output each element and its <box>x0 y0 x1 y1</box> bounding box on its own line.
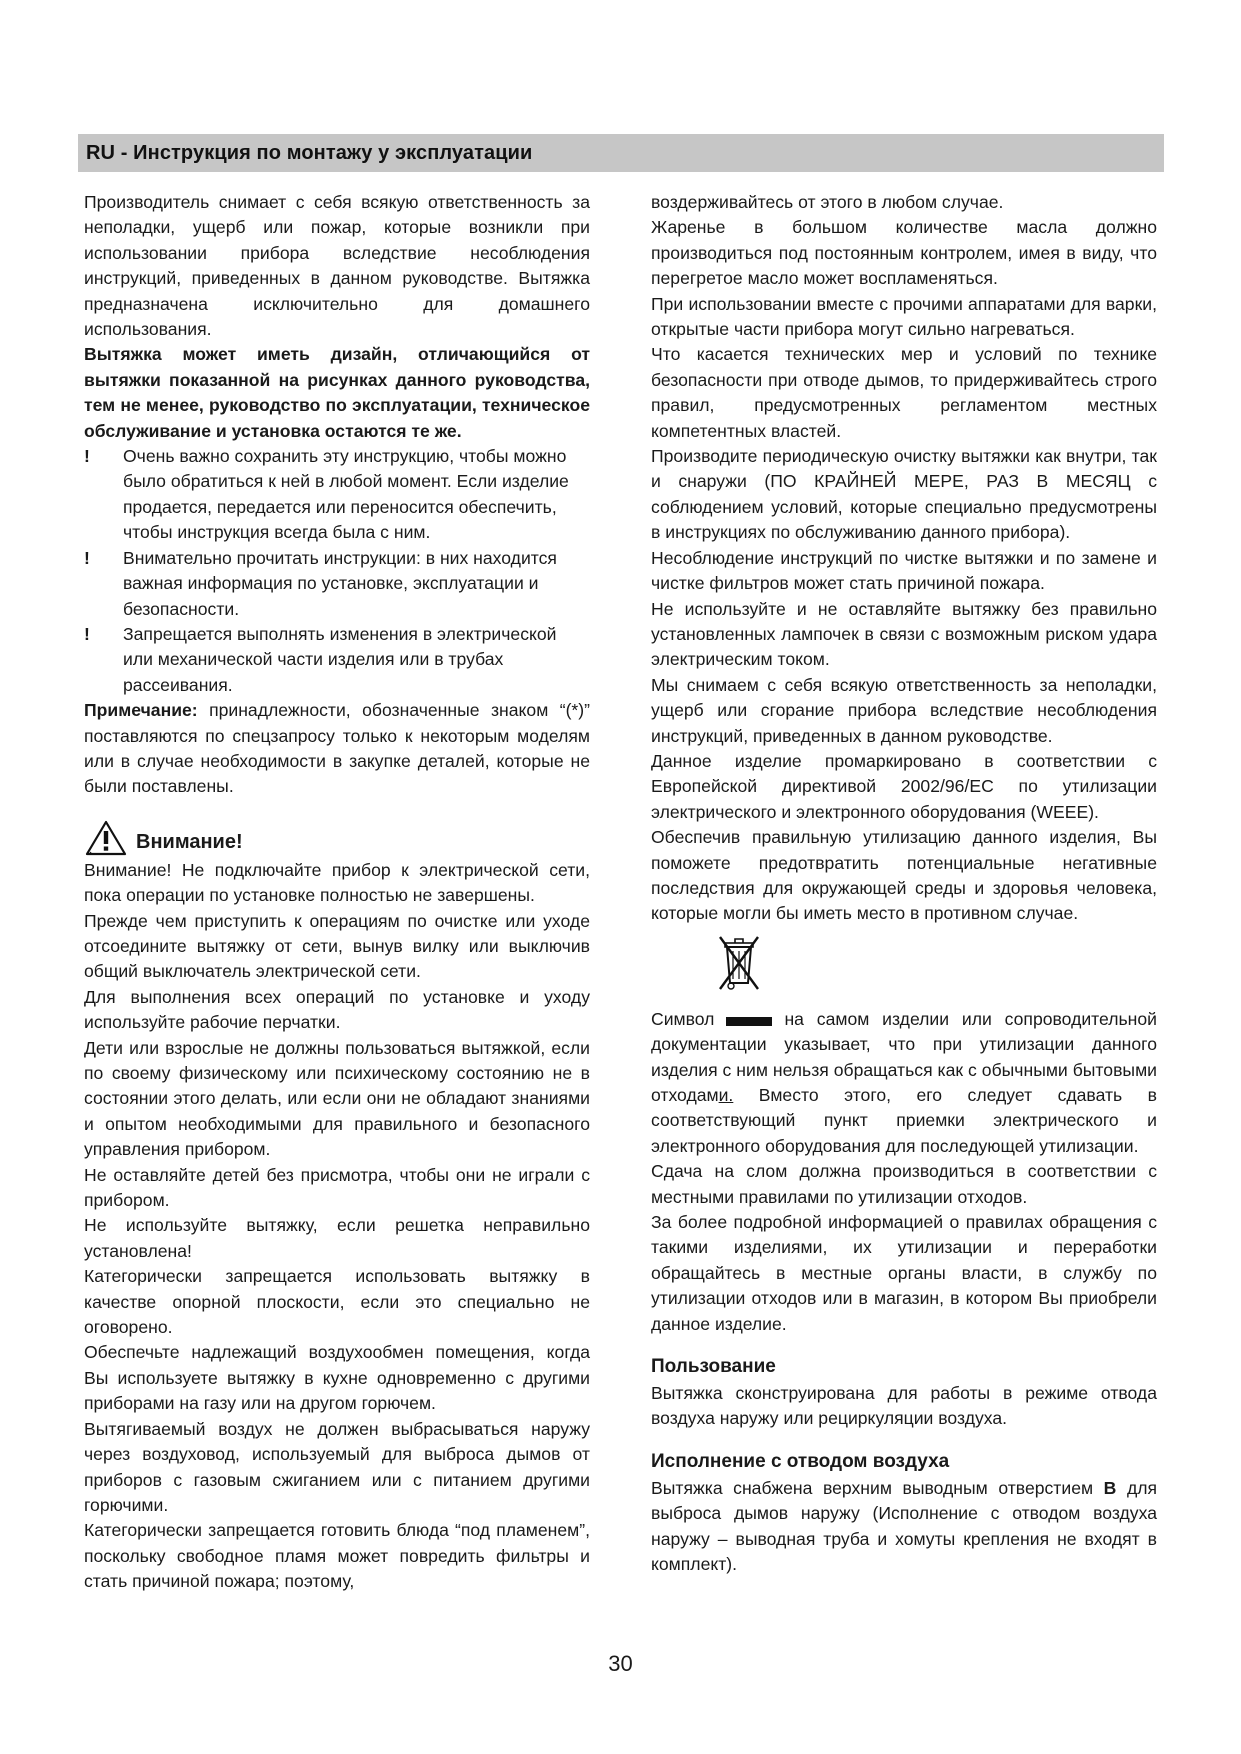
bullet-item <box>84 444 590 546</box>
exclamation-mark: ! <box>84 623 90 644</box>
section-header-bar <box>78 134 1164 172</box>
note-text: принадлежности, обозначенные знаком “(*)” поставляются по спецзапросу только к некоторым моделям или в случае необходимости в закупке деталей, которые не были поставлены. <box>84 700 590 797</box>
symbol-paragraph <box>651 1007 1157 1159</box>
symbol-word: Символ <box>651 1008 715 1029</box>
usage-heading: Пользование <box>651 1356 776 1378</box>
safety-paragraph: Жаренье в большом количестве масла должно производиться под постоянным контролем, имея в виду, что перегретое масло может воспламеняться. <box>651 217 1157 289</box>
page-number: 30 <box>608 1651 633 1676</box>
exhaust-paragraph <box>651 1476 1157 1578</box>
usage-paragraph: Вытяжка сконструирована для работы в режиме отвода воздуха наружу или рециркуляции воздуха. <box>651 1383 1157 1429</box>
warning-paragraph: Для выполнения всех операций по установке и уходу используйте рабочие перчатки. <box>84 986 590 1033</box>
crossed-bin-icon <box>717 931 761 991</box>
warning-paragraph: Не оставляйте детей без присмотра, чтобы они не играли с прибором. <box>84 1164 590 1211</box>
safety-paragraph: Производите периодическую очистку вытяжки как внутри, так и снаружи (ПО КРАЙНЕЙ МЕРЕ, РАЗ В МЕСЯЦ с соблюдением условий, которые специально предусмотрены в инструкциях по обслуживанию данного прибора). <box>651 446 1157 543</box>
exhaust-heading: Исполнение с отводом воздуха <box>651 1450 950 1472</box>
right-column <box>651 190 1157 1578</box>
weee-symbol-row <box>651 931 1157 1007</box>
bullet-item <box>84 622 590 698</box>
safety-paragraph: Несоблюдение инструкций по чистке вытяжки и по замене и чистке фильтров может стать причиной пожара. <box>651 547 1157 594</box>
weee-paragraph: Данное изделие промаркировано в соответствии с Европейской директивой 2002/96/EC по утилизации электрического и электронного оборудования (WEEE). <box>651 750 1157 822</box>
warning-paragraph: Вытягиваемый воздух не должен выбрасываться наружу через воздуховод, используемый для выброса дымов от приборов с газовым сжиганием или с питанием другими горючими. <box>84 1418 590 1515</box>
disclaimer-paragraph: Производитель снимает с себя всякую ответственность за неполадки, ущерб или пожар, которые возникли при использовании прибора вследствие несоблюдения инструкций, приведенных в данном руководстве. Вытяжка предназначена исключительно для домашнего использования. <box>84 192 590 340</box>
exhaust-text-cont: для выброса дымов наружу (Исполнение с отводом воздуха наружу – выводная труба и хомуты крепления не входят в комплект). <box>651 1477 1158 1575</box>
warning-paragraph: Обеспечьте надлежащий воздухообмен помещения, когда Вы используете вытяжку в кухне одновременно с другими приборами на газу или на другом горючем. <box>84 1342 590 1414</box>
section-title: RU - Инструкция по монтажу у эксплуатации <box>86 142 533 164</box>
outlet-label: B <box>1103 1477 1117 1498</box>
left-column <box>84 190 590 1595</box>
warning-paragraph: Категорически запрещается использовать вытяжку в качестве опорной плоскости, если это специально не оговорено. <box>84 1266 590 1338</box>
black-bar-symbol <box>726 1017 772 1026</box>
safety-paragraph: Что касается технических мер и условий по технике безопасности при отводе дымов, то придерживайтесь строго правил, предусмотренных регламентом местных компетентных властей. <box>651 344 1157 441</box>
weee-paragraph: Обеспечив правильную утилизацию данного изделия, Вы поможете предотвратить потенциальные негативные последствия для окружающей среды и здоровья человека, которые могли бы иметь место в противном случае. <box>651 827 1157 924</box>
symbol-text-cont: Вместо этого, его следует сдавать в соответствующий пункт приемки электрического и электронного оборудования для последующей утилизации. <box>651 1085 1157 1156</box>
warning-paragraph: Дети или взрослые не должны пользоваться вытяжкой, если по своему физическому или психическому состоянию не в состоянии этого делать, или если они не обладают знаниями и опытом необходимыми для правильного и безопасного управления прибором. <box>84 1037 590 1160</box>
note-paragraph <box>84 698 590 800</box>
disposal-paragraph: Сдача на слом должна производиться в соответствии с местными правилами по утилизации отходов. <box>651 1161 1157 1207</box>
symbol-text-underlined: и. <box>718 1085 734 1105</box>
warning-paragraph: Не используйте вытяжку, если решетка неправильно установлена! <box>84 1215 590 1261</box>
warning-triangle-icon <box>84 819 128 857</box>
disposal-paragraph: За более подробной информацией о правилах обращения с такими изделиями, их утилизации и переработки обращайтесь в местные органы власти, в службу по утилизации отходов или в магазин, в котором Вы приобрели данное изделие. <box>651 1212 1157 1334</box>
warning-title: Внимание! <box>136 831 243 854</box>
safety-paragraph: Не используйте и не оставляйте вытяжку без правильно установленных лампочек в связи с возможным риском удара электрическим током. <box>651 598 1157 670</box>
symbol-text: на самом изделии или сопроводительной документации указывает, что при утилизации данного изделия с ним нельзя обращаться как с обычными бытовыми отходам <box>651 1008 1157 1105</box>
exhaust-text: Вытяжка снабжена верхним выводным отверстием <box>651 1477 1104 1498</box>
warning-heading <box>84 818 590 858</box>
warning-paragraph: Прежде чем приступить к операциям по очистке или уходе отсоедините вытяжку от сети, вынув вилку или выключив общий выключатель электрической сети. <box>84 910 590 982</box>
safety-paragraph: воздерживайтесь от этого в любом случае. <box>651 192 1004 212</box>
safety-paragraph: При использовании вместе с прочими аппаратами для варки, открытые части прибора могут сильно нагреваться. <box>651 293 1157 340</box>
bullet-item <box>84 546 590 622</box>
warning-paragraph: Внимание! Не подключайте прибор к электрической сети, пока операции по установке полностью не завершены. <box>84 859 590 906</box>
exclamation-mark: ! <box>84 446 90 467</box>
design-note-paragraph: Вытяжка может иметь дизайн, отличающийся от вытяжки показанной на рисунках данного руководства, тем не менее, руководство по эксплуатации, техническое обслуживание и установка остаются те же. <box>84 344 590 441</box>
bullet-text: Запрещается выполнять изменения в электрической или механической части изделия или в трубах рассеивания. <box>123 623 557 695</box>
bullet-text: Внимательно прочитать инструкции: в них находится важная информация по установке, эксплуатации и безопасности. <box>123 547 557 619</box>
warning-paragraph: Категорически запрещается готовить блюда “под пламенем”, поскольку свободное пламя может повредить фильтры и стать причиной пожара; поэтому, <box>84 1520 590 1592</box>
safety-paragraph: Мы снимаем с себя всякую ответственность за неполадки, ущерб или сгорание прибора вследствие несоблюдения инструкций, приведенных в данном руководстве. <box>651 674 1157 746</box>
bullet-text: Очень важно сохранить эту инструкцию, чтобы можно было обратиться к ней в любой момент. Если изделие продается, передается или переносится обеспечить, чтобы инструкция всегда была с ним. <box>123 446 569 543</box>
exclamation-mark: ! <box>84 547 90 568</box>
note-label: Примечание: <box>84 700 198 721</box>
